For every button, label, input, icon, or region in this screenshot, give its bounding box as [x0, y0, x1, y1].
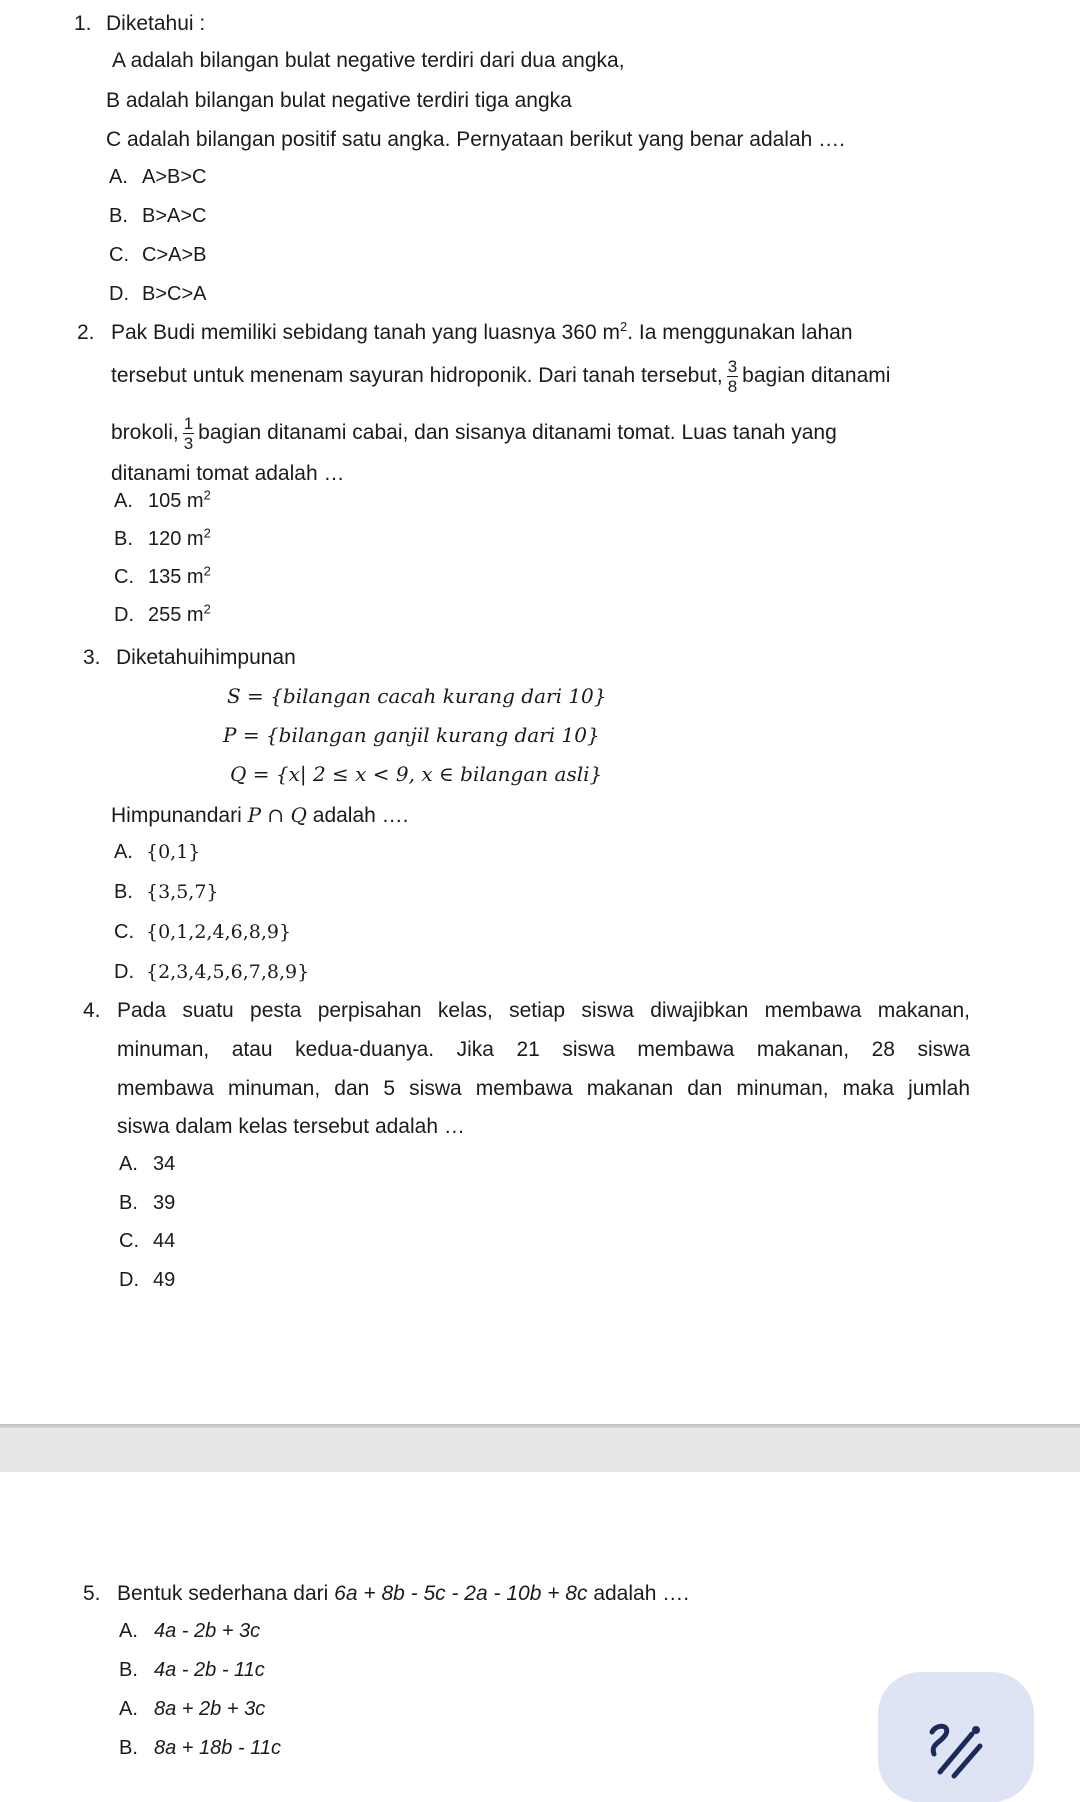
- option-text: {0,1,2,4,6,8,9}: [146, 921, 292, 943]
- line-text: bagian ditanami: [742, 364, 891, 388]
- option-letter: A.: [119, 1153, 138, 1175]
- option-text: B>A>C: [142, 205, 207, 227]
- page-divider: [0, 1428, 1080, 1472]
- option-text: 39: [153, 1192, 176, 1214]
- option-text: {0,1}: [146, 841, 201, 863]
- statement-c: C adalah bilangan positif satu angka. Pernyataan berikut yang benar adalah ….: [106, 128, 845, 151]
- option-letter: D.: [114, 961, 134, 983]
- option-letter: B.: [114, 881, 133, 903]
- line-text: brokoli,: [111, 421, 179, 445]
- statement-b: B adalah bilangan bulat negative terdiri tiga angka: [106, 89, 572, 112]
- option-text: 4a - 2b - 11c: [154, 1659, 265, 1681]
- option-text: 34: [153, 1153, 176, 1175]
- option-text: {3,5,7}: [146, 881, 219, 903]
- option-text: 49: [153, 1269, 176, 1291]
- option-letter: B.: [114, 528, 133, 550]
- option-letter: A.: [114, 841, 133, 863]
- set-s: S = {bilangan cacah kurang dari 10}: [227, 684, 607, 708]
- option-letter: C.: [119, 1230, 139, 1252]
- superscript: 2: [619, 319, 628, 334]
- question-line: [117, 1581, 689, 1607]
- line-text: bagian ditanami cabai, dan sisanya ditanami tomat. Luas tanah yang: [198, 421, 837, 445]
- option-letter: A.: [114, 490, 133, 512]
- option-text: 105 $m^2$: [148, 487, 211, 512]
- question-number: 5.: [83, 1582, 101, 1605]
- option-text: 44: [153, 1230, 176, 1252]
- statement-a: A adalah bilangan bulat negative terdiri dari dua angka,: [112, 49, 625, 72]
- option-letter: B.: [119, 1192, 138, 1214]
- wand-icon: [924, 1720, 988, 1780]
- question-line-4: siswa dalam kelas tersebut adalah …: [117, 1115, 465, 1138]
- question-line-2: minuman, atau kedua-duanya. Jika 21 siswa membawa makanan, 28 siswa: [117, 1038, 970, 1061]
- line-text: Himpunandari: [111, 804, 242, 827]
- line-text: . Ia menggunakan lahan: [627, 321, 853, 344]
- line-text: adalah ….: [312, 804, 409, 827]
- set-p: P = {bilangan ganjil kurang dari 10}: [223, 723, 600, 747]
- option-letter: C.: [114, 566, 134, 588]
- option-text: 4a - 2b + 3c: [154, 1620, 261, 1642]
- option-text: {2,3,4,5,6,7,8,9}: [146, 961, 310, 983]
- question-line-2: [111, 357, 890, 396]
- option-letter: D.: [109, 283, 129, 305]
- option-text: 8a + 2b + 3c: [154, 1698, 266, 1720]
- option-text: 8a + 18b - 11c: [154, 1737, 281, 1759]
- option-letter: A.: [109, 166, 128, 188]
- question-title: Diketahui :: [106, 12, 206, 35]
- option-letter: C.: [109, 244, 129, 266]
- option-text: 255 $m^2$: [148, 601, 211, 626]
- question-number: 1.: [74, 12, 92, 35]
- magic-edit-button[interactable]: [878, 1672, 1034, 1802]
- question-number: 2.: [77, 321, 95, 344]
- line-text: tersebut untuk menenam sayuran hidroponik. Dari tanah tersebut,: [111, 364, 723, 388]
- option-letter: B.: [109, 205, 128, 227]
- option-text: B>C>A: [142, 283, 207, 305]
- option-letter: D.: [119, 1269, 139, 1291]
- question-line-1: Pada suatu pesta perpisahan kelas, setiap siswa diwajibkan membawa makanan,: [117, 999, 970, 1022]
- question-title: Diketahuihimpunan: [116, 646, 296, 669]
- fraction-one-third: $\frac{1}{3}$: [183, 414, 194, 453]
- set-q: Q = {x| 2 ≤ x < 9, x ∈ bilangan asli}: [230, 762, 603, 786]
- option-letter: B.: [119, 1737, 138, 1759]
- option-letter: A.: [119, 1698, 138, 1720]
- line-text: Pak Budi memiliki sebidang tanah yang luasnya 360 m: [111, 321, 620, 344]
- option-letter: D.: [114, 604, 134, 626]
- option-letter: C.: [114, 921, 134, 943]
- line-text: Bentuk sederhana dari: [117, 1582, 329, 1605]
- option-text: 120 $m^2$: [148, 525, 211, 550]
- question-number: 4.: [83, 999, 101, 1022]
- fraction-three-eighths: $\frac{3}{8}$: [727, 357, 738, 396]
- question-line: [111, 802, 409, 829]
- expression: 6a + 8b - 5c - 2a - 10b + 8c: [334, 1582, 588, 1605]
- option-text: C>A>B: [142, 244, 207, 266]
- question-line-3: [111, 414, 837, 453]
- line-text: adalah ….: [593, 1582, 690, 1605]
- option-letter: B.: [119, 1659, 138, 1681]
- option-text: 135 $m^2$: [148, 563, 211, 588]
- question-line-1: [111, 320, 853, 346]
- option-letter: A.: [119, 1620, 138, 1642]
- question-line-4: ditanami tomat adalah …: [111, 462, 345, 485]
- question-line-3: membawa minuman, dan 5 siswa membawa makanan dan minuman, maka jumlah: [117, 1077, 970, 1100]
- intersection-expression: P ∩ Q: [247, 803, 307, 827]
- option-text: A>B>C: [142, 166, 207, 188]
- question-number: 3.: [83, 646, 101, 669]
